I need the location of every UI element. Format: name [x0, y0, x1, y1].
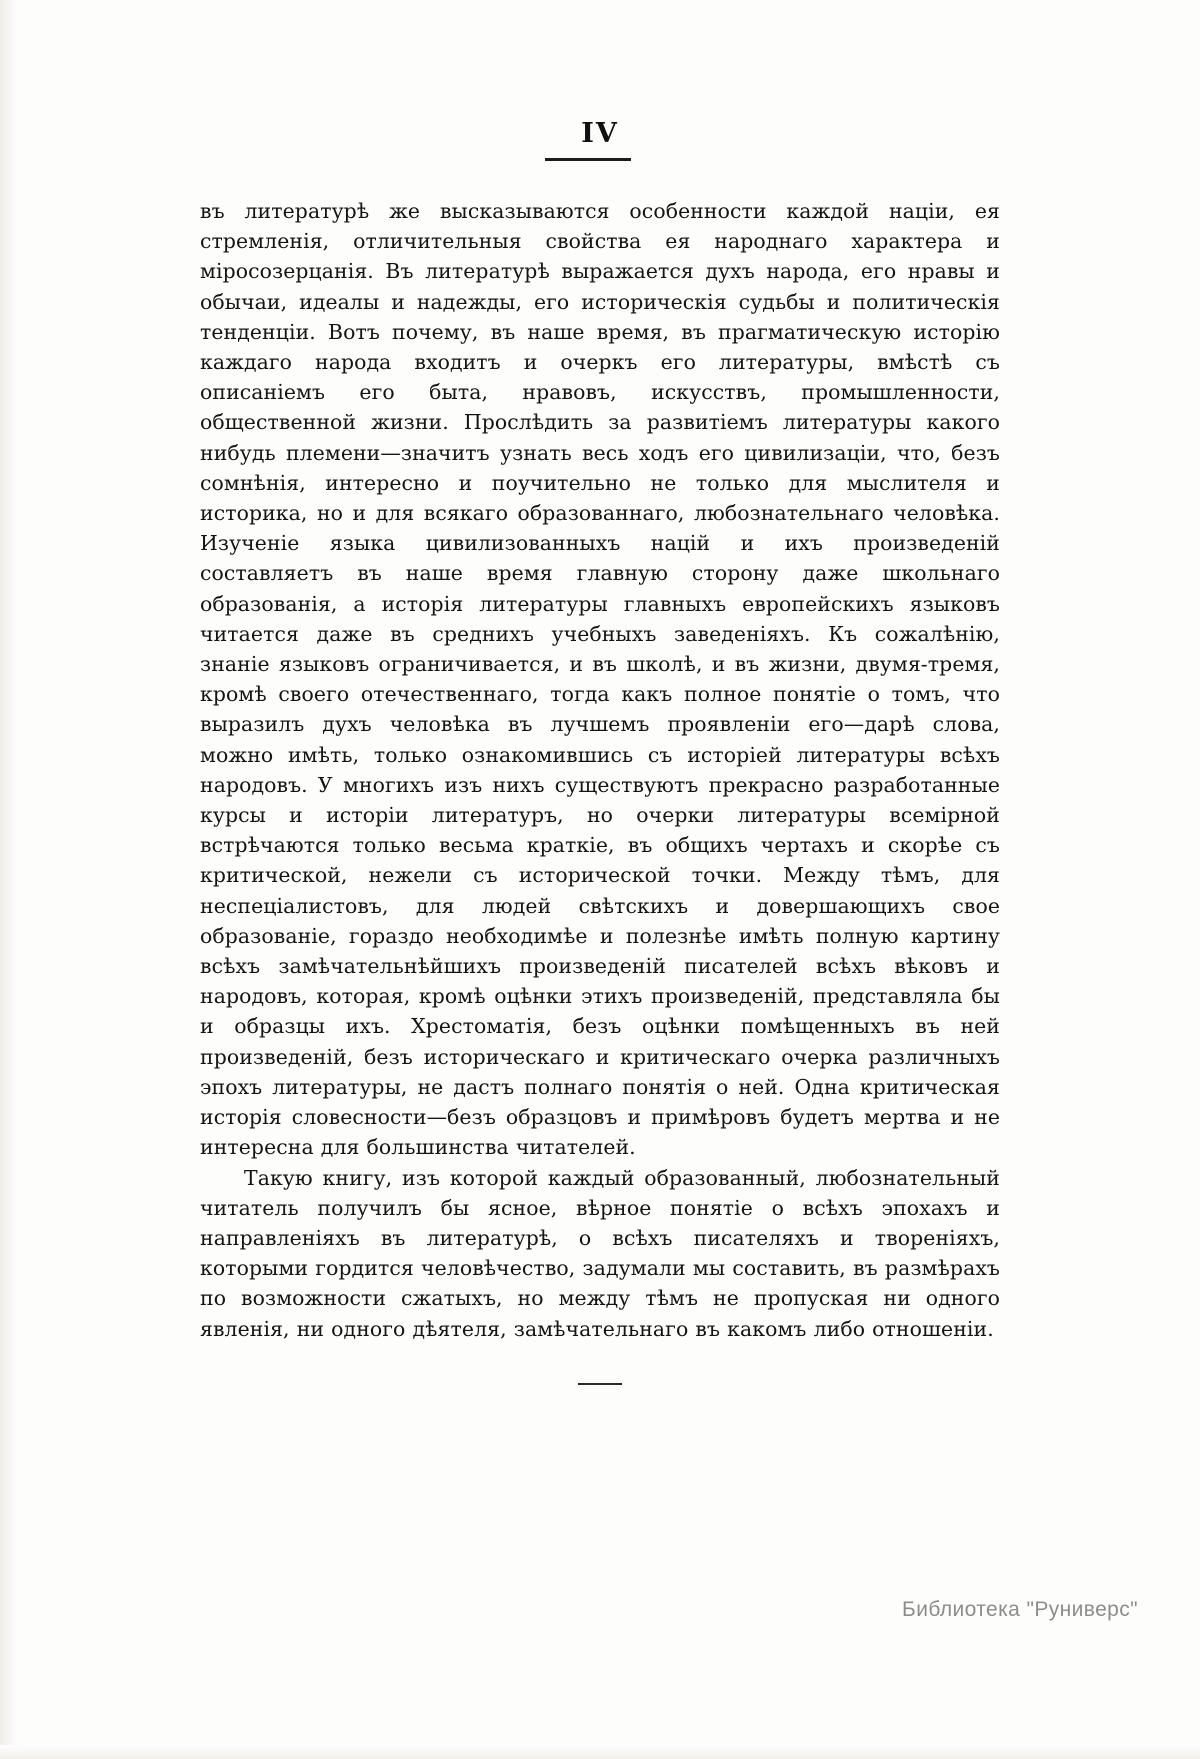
footer-rule-line	[578, 1383, 622, 1385]
header-rule	[545, 158, 631, 161]
body-text	[200, 196, 1000, 1344]
page-edge-shading-left	[0, 0, 18, 1759]
library-watermark: Библиотека "Руниверс"	[902, 1598, 1138, 1621]
page-number: IV	[581, 118, 619, 149]
paragraph-2: Такую книгу, изъ которой каждый образованный, любознательный читатель получилъ бы ясное, вѣрное понятіе о всѣхъ эпохахъ и направленіяхъ въ литературѣ, о всѣхъ писателяхъ и твореніяхъ, которыми гордится человѣчество, задумали мы составить, въ размѣрахъ по возможности сжатыхъ, но между тѣмъ не пропуская ни одного явленія, ни одного дѣятеля, замѣчательнаго въ какомъ либо отношеніи.	[200, 1165, 1000, 1341]
page-edge-shading-bottom	[0, 1745, 1200, 1759]
paragraph-1: въ литературѣ же высказываются особенности каждой націи, ея стремленія, отличительныя свойства ея народнаго характера и міросозерцанія. Въ литературѣ выражается духъ народа, его нравы и обычаи, идеалы и надежды, его историческія судьбы и политическія тенденціи. Вотъ почему, въ наше время, въ прагматическую исторію каждаго народа входитъ и очеркъ его литературы, вмѣстѣ съ описаніемъ его быта, нравовъ, искусствъ, промышленности, общественной жизни. Прослѣдить за развитіемъ литературы какого нибудь племени—значитъ узнать весь ходъ его цивилизаціи, что, безъ сомнѣнія, интересно и поучительно не только для мыслителя и историка, но и для всякаго образованнаго, любознательнаго человѣка. Изученіе языка цивилизованныхъ націй и ихъ произведеній составляетъ въ наше время главную сторону даже школьнаго образованія, а исторія литературы главныхъ европейскихъ языковъ читается даже въ среднихъ учебныхъ заведеніяхъ. Къ сожалѣнію, знаніе языковъ ограничивается, и въ школѣ, и въ жизни, двумя-тремя, кромѣ своего отечественнаго, тогда какъ полное понятіе о томъ, что выразилъ духъ человѣка въ лучшемъ проявленіи его—дарѣ слова, можно имѣть, только ознакомившись съ исторіей литературы всѣхъ народовъ. У многихъ изъ нихъ существуютъ прекрасно разработанные курсы и исторіи литературъ, но очерки литературы всемірной встрѣчаются только весьма краткіе, въ общихъ чертахъ и скорѣе съ критической, нежели съ исторической точки. Между тѣмъ, для неспеціалистовъ, для людей свѣтскихъ и довершающихъ свое образованіе, гораздо необходимѣе и полезнѣе имѣть полную картину всѣхъ замѣчательнѣйшихъ произведеній писателей всѣхъ вѣковъ и народовъ, которая, кромѣ оцѣнки этихъ произведеній, представляла бы и образцы ихъ. Хрестоматія, безъ оцѣнки помѣщенныхъ въ ней произведеній, безъ историческаго и критическаго очерка различныхъ эпохъ литературы, не дастъ полнаго понятія о ней. Одна критическая исторія словесности—безъ образцовъ и примѣровъ будетъ мертва и не интересна для большинства читателей.	[200, 199, 1000, 1160]
footer-rule	[0, 1375, 1200, 1393]
